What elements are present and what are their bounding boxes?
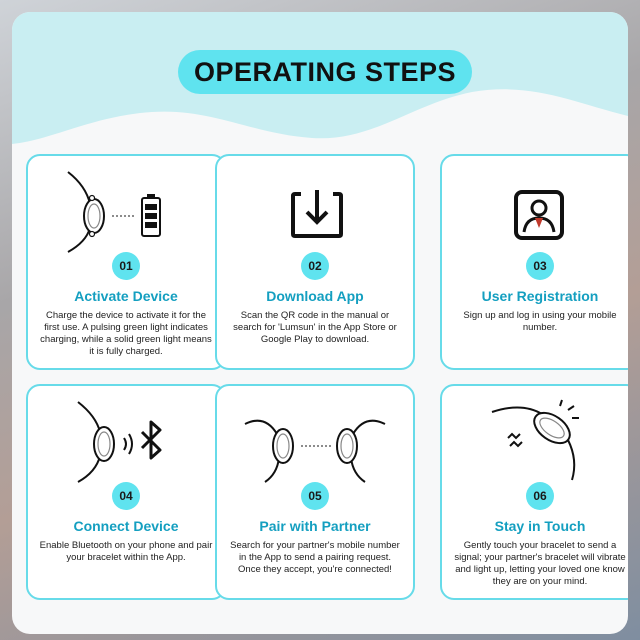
user-profile-icon — [442, 164, 628, 254]
step-card-04 — [26, 384, 226, 600]
step-description: Sign up and log in using your mobile number. — [463, 310, 617, 333]
step-number: 04 — [112, 482, 140, 510]
step-number: 05 — [301, 482, 329, 510]
step-title: Download App — [266, 288, 364, 304]
step-title: Connect Device — [73, 518, 179, 534]
bracelet-pair-icon — [217, 394, 413, 484]
step-card-02 — [215, 154, 415, 370]
step-card-05 — [215, 384, 415, 600]
step-description: Enable Bluetooth on your phone and pair your bracelet within the App. — [39, 540, 213, 563]
step-title: User Registration — [481, 288, 599, 304]
bluetooth-icon — [28, 394, 224, 484]
step-title: Stay in Touch — [494, 518, 586, 534]
bracelet-touch-icon — [442, 394, 628, 484]
step-description: Gently touch your bracelet to send a signal; your partner's bracelet will vibrate and light up, letting your loved one know they are on your mind. — [454, 540, 626, 587]
step-card-01 — [26, 154, 226, 370]
step-card-03 — [440, 154, 628, 370]
step-number: 06 — [526, 482, 554, 510]
step-description: Charge the device to activate it for the first use. A pulsing green light indicates charging, while a solid green light means it is fully charged. — [40, 310, 212, 357]
step-number: 03 — [526, 252, 554, 280]
step-description: Scan the QR code in the manual or search for 'Lumsun' in the App Store or Google Play to download. — [233, 310, 397, 345]
page-title: OPERATING STEPS — [178, 50, 472, 94]
step-card-06 — [440, 384, 628, 600]
step-number: 01 — [112, 252, 140, 280]
step-description: Search for your partner's mobile number in the App to send a pairing request. Once they accept, you're connected! — [230, 540, 400, 575]
bracelet-charging-icon — [28, 164, 224, 254]
download-icon — [217, 164, 413, 254]
step-title: Activate Device — [74, 288, 178, 304]
step-title: Pair with Partner — [259, 518, 371, 534]
step-number: 02 — [301, 252, 329, 280]
instruction-sheet — [12, 12, 628, 634]
